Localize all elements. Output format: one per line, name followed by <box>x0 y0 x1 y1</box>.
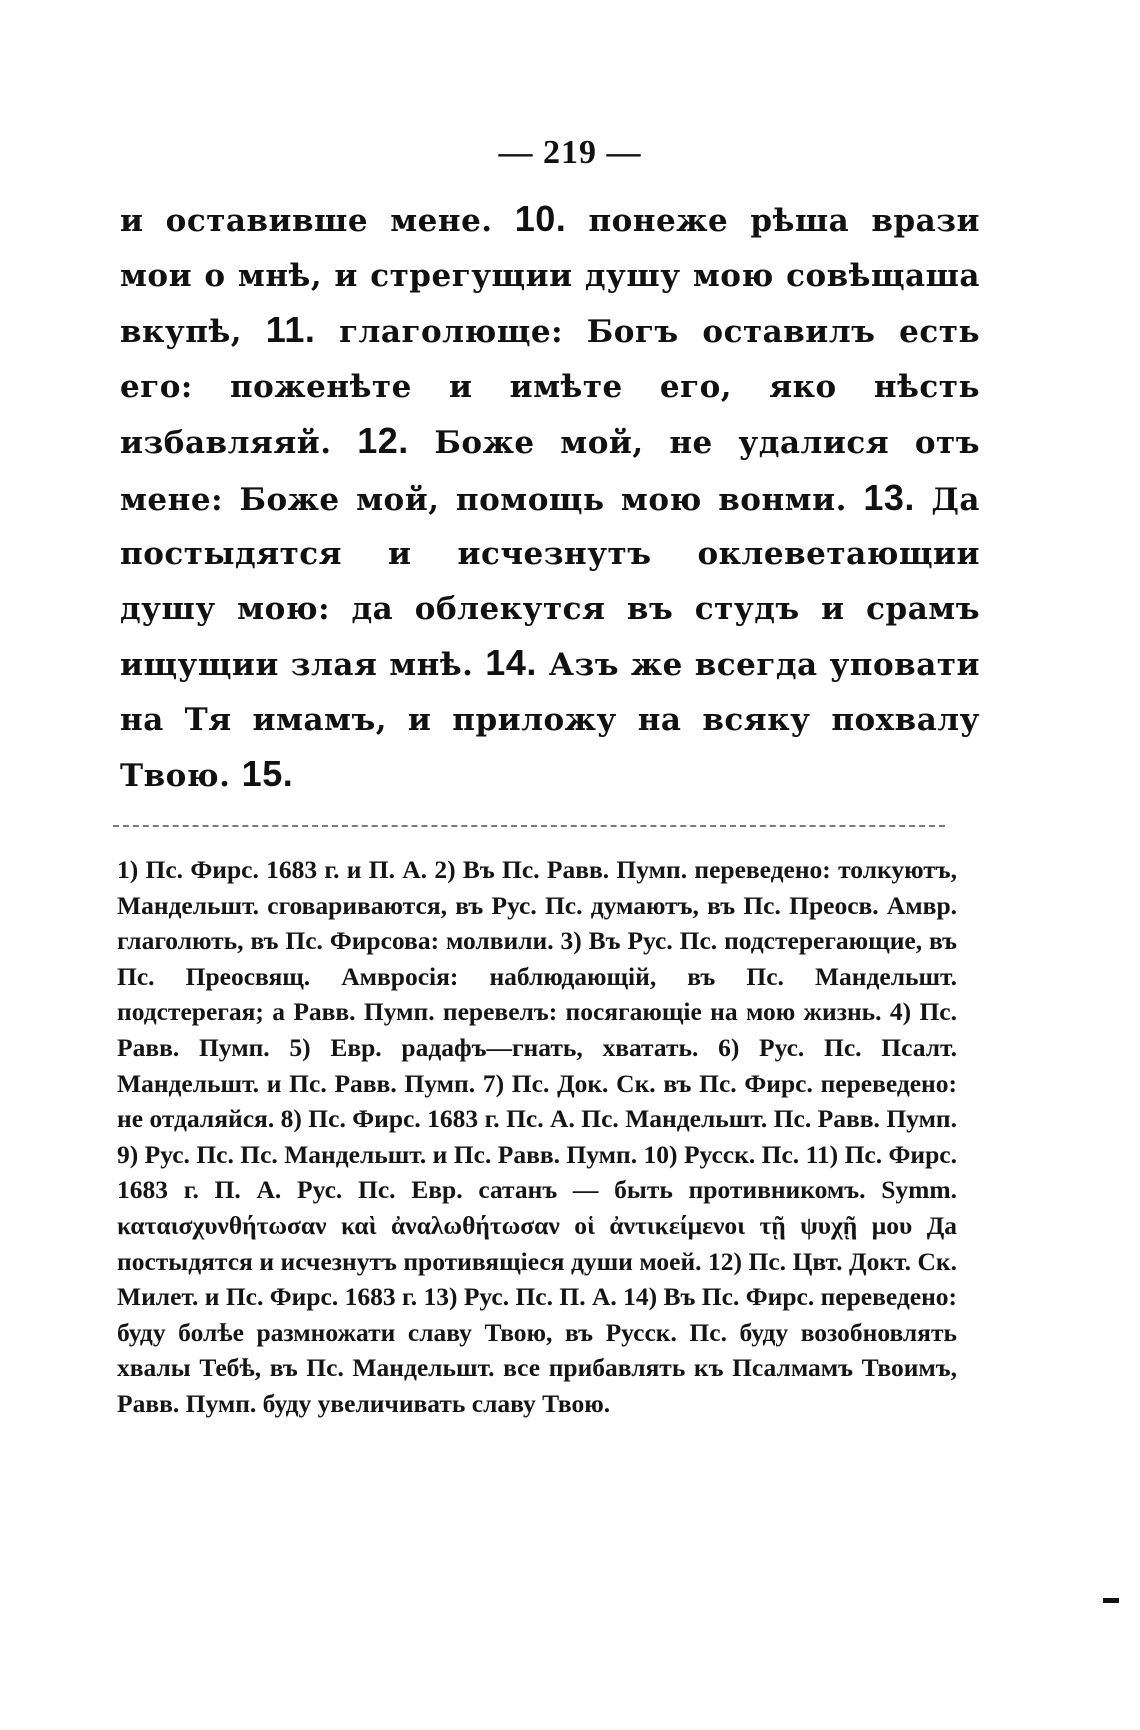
verse-number: 15. <box>241 753 294 794</box>
footnote-separator <box>113 825 945 827</box>
page-number: — 219 — <box>498 134 642 171</box>
verse-number: 12. <box>357 420 409 461</box>
verse-number: 13. <box>863 476 915 518</box>
verse-number: 11. <box>265 309 316 350</box>
margin-mark <box>1103 1598 1119 1603</box>
main-text: и оставивше мене. 10. понеже рѣша врази мои о мнѣ, и стрегущии душу мою совѣщаша вкупѣ, 11. глаголюще: Богъ оставилъ есть его: поженѣте и имѣте его, яко нѣсть избавляяй. 12. Боже мой, не удалися отъ мене: Боже мой, помощь мою вонми. 13. Да постыдятся и исчезнутъ оклеветающии душу мою: да облекутся въ студъ и срамъ ищущии злая мнѣ. 14. Азъ же всегда уповати на Тя имамъ, и приложу на всяку похвалу Твою. 15. <box>120 198 981 794</box>
verse-number: 14. <box>485 642 537 683</box>
verse-number: 10. <box>514 198 567 239</box>
footnotes: 1) Пс. Фирс. 1683 г. и П. А. 2) Въ Пс. Равв. Пумп. переведено: толкуютъ, Мандельшт. сговариваются, въ Рус. Пс. думаютъ, въ Пс. Преосв. Амвр. глаголють, въ Пс. Фирсова: молвили. 3) Въ Рус. Пс. подстерегающие, въ Пс. Преосвящ. Амвросiя: наблюдающiй, въ Пс. Мандельшт. подстерегая; а Равв. Пумп. перевелъ: посягающiе на мою жизнь. 4) Пс. Равв. Пумп. 5) Евр. радафъ—гнать, хватать. 6) Рус. Пс. Псалт. Мандельшт. и Пс. Равв. Пумп. 7) Пс. Док. Ск. въ Пс. Фирс. переведено: не отдаляйся. 8) Пс. Фирс. 1683 г. Пс. А. Пс. Мандельшт. Пс. Равв. Пумп. 9) Рус. Пс. Пс. Мандельшт. и Пс. Равв. Пумп. 10) Русск. Пс. 11) Пс. Фирс. 1683 г. П. А. Рус. Пс. Евр. сатанъ — быть противникомъ. Symm. καταισχυνθήτωσαν καὶ ἀναλωθήτωσαν οἱ ἀντικείμενοι τῇ ψυχῇ μου Да постыдятся и исчезнутъ противящiеся души моей. 12) Пс. Цвт. Докт. Ск. Милет. и Пс. Фирс. 1683 г. 13) Рус. Пс. П. А. 14) Въ Пс. Фирс. переведено: буду болѣе размножати славу Твою, въ Русск. Пс. буду возобновлять хвалы Тебѣ, въ Пс. Мандельшт. все прибавлять къ Псалмамъ Твоимъ, Равв. Пумп. буду увеличивать славу Твою. <box>117 855 957 1418</box>
